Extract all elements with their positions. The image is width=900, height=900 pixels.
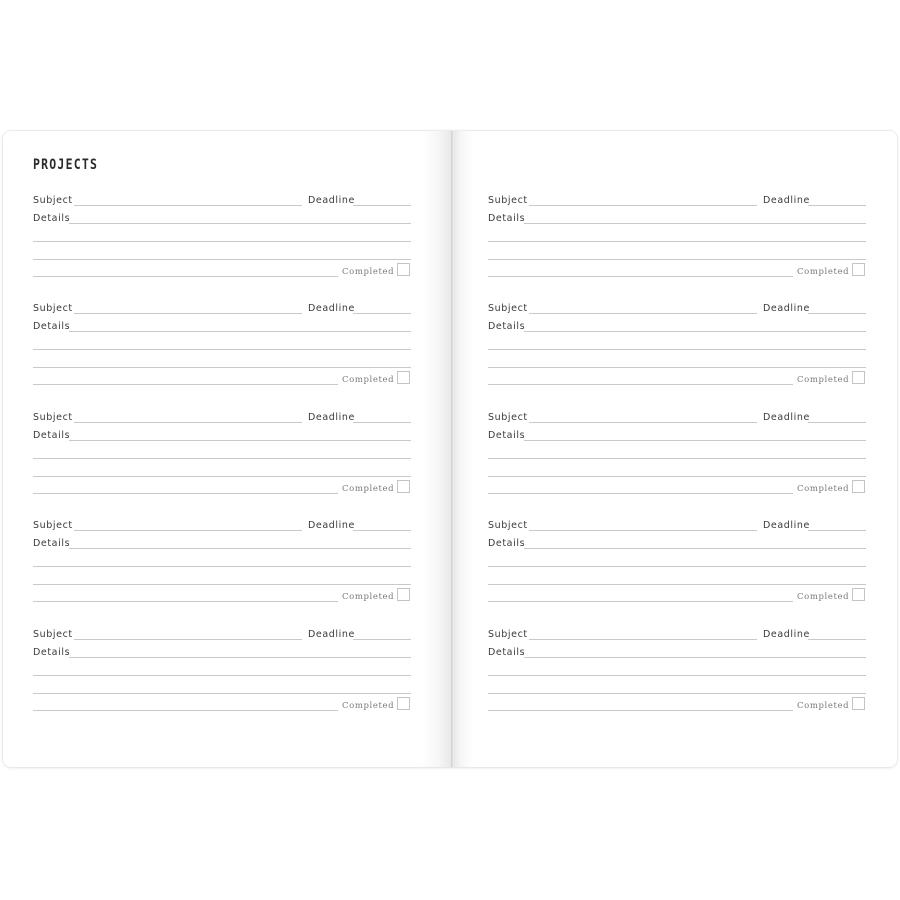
completed-label: Completed xyxy=(797,701,850,711)
details-extra-line[interactable] xyxy=(33,601,338,602)
project-entry xyxy=(33,520,411,630)
details-extra-line[interactable] xyxy=(33,367,411,368)
details-extra-line[interactable] xyxy=(488,493,793,494)
details-extra-line[interactable] xyxy=(33,241,411,242)
deadline-label: Deadline xyxy=(763,195,810,206)
details-field[interactable] xyxy=(69,657,411,658)
details-field[interactable] xyxy=(69,331,411,332)
completed-label: Completed xyxy=(797,267,850,277)
subject-deadline-row xyxy=(33,195,411,209)
details-line-3 xyxy=(488,466,866,480)
details-extra-line[interactable] xyxy=(488,601,793,602)
subject-deadline-row xyxy=(488,303,866,317)
subject-label: Subject xyxy=(33,303,73,314)
details-label: Details xyxy=(33,538,71,549)
details-line-2 xyxy=(33,556,411,570)
details-field[interactable] xyxy=(524,223,866,224)
subject-deadline-row xyxy=(488,412,866,426)
subject-label: Subject xyxy=(488,195,528,206)
details-line-3 xyxy=(33,357,411,371)
details-extra-line[interactable] xyxy=(488,384,793,385)
completed-checkbox[interactable] xyxy=(852,697,865,710)
completed-label: Completed xyxy=(797,484,850,494)
subject-deadline-row xyxy=(33,303,411,317)
details-row xyxy=(488,321,866,335)
project-entry xyxy=(33,195,411,305)
completed-row xyxy=(33,700,411,714)
details-extra-line[interactable] xyxy=(488,584,866,585)
subject-label: Subject xyxy=(488,303,528,314)
subject-deadline-row xyxy=(33,412,411,426)
details-row xyxy=(488,213,866,227)
subject-deadline-row xyxy=(488,520,866,534)
completed-label: Completed xyxy=(342,484,395,494)
left-page xyxy=(3,131,451,767)
project-entry xyxy=(488,303,866,413)
details-row xyxy=(33,213,411,227)
details-extra-line[interactable] xyxy=(488,276,793,277)
subject-field[interactable] xyxy=(74,313,302,314)
subject-field[interactable] xyxy=(529,422,757,423)
details-field[interactable] xyxy=(524,440,866,441)
details-row xyxy=(488,430,866,444)
completed-row xyxy=(488,591,866,605)
details-field[interactable] xyxy=(524,657,866,658)
details-label: Details xyxy=(33,213,71,224)
details-extra-line[interactable] xyxy=(488,566,866,567)
subject-field[interactable] xyxy=(529,205,757,206)
completed-checkbox[interactable] xyxy=(397,697,410,710)
details-row xyxy=(488,538,866,552)
completed-checkbox[interactable] xyxy=(397,263,410,276)
planner-spread xyxy=(3,131,897,767)
deadline-field[interactable] xyxy=(353,639,411,640)
details-extra-line[interactable] xyxy=(33,259,411,260)
completed-row xyxy=(488,374,866,388)
details-line-3 xyxy=(33,574,411,588)
completed-label: Completed xyxy=(342,375,395,385)
deadline-label: Deadline xyxy=(308,412,355,423)
deadline-label: Deadline xyxy=(763,412,810,423)
completed-row xyxy=(488,483,866,497)
right-page xyxy=(451,131,897,767)
subject-deadline-row xyxy=(33,520,411,534)
project-entry xyxy=(488,195,866,305)
details-field[interactable] xyxy=(69,548,411,549)
details-field[interactable] xyxy=(69,440,411,441)
subject-deadline-row xyxy=(488,195,866,209)
details-line-2 xyxy=(488,448,866,462)
project-entry xyxy=(33,629,411,739)
details-label: Details xyxy=(33,321,71,332)
details-extra-line[interactable] xyxy=(33,349,411,350)
deadline-field[interactable] xyxy=(808,530,866,531)
details-line-2 xyxy=(488,339,866,353)
details-row xyxy=(33,538,411,552)
deadline-field[interactable] xyxy=(808,205,866,206)
completed-checkbox[interactable] xyxy=(852,371,865,384)
deadline-field[interactable] xyxy=(353,530,411,531)
details-extra-line[interactable] xyxy=(488,710,793,711)
completed-label: Completed xyxy=(342,701,395,711)
details-label: Details xyxy=(488,321,526,332)
binding-spine xyxy=(451,131,453,767)
details-extra-line[interactable] xyxy=(488,476,866,477)
completed-label: Completed xyxy=(797,592,850,602)
details-line-3 xyxy=(33,683,411,697)
subject-deadline-row xyxy=(488,629,866,643)
page-title: PROJECTS xyxy=(33,157,99,173)
details-extra-line[interactable] xyxy=(488,675,866,676)
deadline-label: Deadline xyxy=(763,520,810,531)
details-row xyxy=(488,647,866,661)
details-label: Details xyxy=(33,647,71,658)
deadline-label: Deadline xyxy=(308,195,355,206)
details-extra-line[interactable] xyxy=(33,458,411,459)
subject-label: Subject xyxy=(488,412,528,423)
details-extra-line[interactable] xyxy=(488,458,866,459)
deadline-label: Deadline xyxy=(763,303,810,314)
completed-row xyxy=(488,700,866,714)
details-line-3 xyxy=(488,683,866,697)
deadline-label: Deadline xyxy=(308,629,355,640)
details-line-2 xyxy=(33,231,411,245)
details-label: Details xyxy=(488,213,526,224)
completed-label: Completed xyxy=(797,375,850,385)
details-extra-line[interactable] xyxy=(488,349,866,350)
project-entry xyxy=(488,629,866,739)
details-label: Details xyxy=(488,538,526,549)
completed-row xyxy=(488,266,866,280)
details-extra-line[interactable] xyxy=(33,476,411,477)
deadline-field[interactable] xyxy=(808,313,866,314)
details-line-2 xyxy=(33,339,411,353)
details-field[interactable] xyxy=(524,548,866,549)
deadline-label: Deadline xyxy=(308,303,355,314)
gutter-shadow-right xyxy=(451,131,473,767)
subject-label: Subject xyxy=(488,629,528,640)
details-extra-line[interactable] xyxy=(488,693,866,694)
details-extra-line[interactable] xyxy=(33,384,338,385)
deadline-label: Deadline xyxy=(763,629,810,640)
subject-field[interactable] xyxy=(74,530,302,531)
details-extra-line[interactable] xyxy=(33,276,338,277)
details-line-3 xyxy=(488,357,866,371)
subject-label: Subject xyxy=(488,520,528,531)
deadline-label: Deadline xyxy=(308,520,355,531)
deadline-field[interactable] xyxy=(353,313,411,314)
details-field[interactable] xyxy=(524,331,866,332)
subject-label: Subject xyxy=(33,195,73,206)
subject-field[interactable] xyxy=(529,313,757,314)
subject-deadline-row xyxy=(33,629,411,643)
completed-checkbox[interactable] xyxy=(852,263,865,276)
project-entry xyxy=(33,412,411,522)
details-line-2 xyxy=(488,556,866,570)
completed-checkbox[interactable] xyxy=(397,480,410,493)
completed-row xyxy=(33,591,411,605)
details-line-3 xyxy=(33,466,411,480)
subject-label: Subject xyxy=(33,520,73,531)
project-entry xyxy=(488,412,866,522)
details-field[interactable] xyxy=(69,223,411,224)
subject-field[interactable] xyxy=(529,530,757,531)
details-extra-line[interactable] xyxy=(488,367,866,368)
details-line-2 xyxy=(488,231,866,245)
subject-field[interactable] xyxy=(74,205,302,206)
details-line-2 xyxy=(33,665,411,679)
completed-checkbox[interactable] xyxy=(397,371,410,384)
details-label: Details xyxy=(33,430,71,441)
details-extra-line[interactable] xyxy=(33,710,338,711)
details-label: Details xyxy=(488,430,526,441)
completed-checkbox[interactable] xyxy=(852,480,865,493)
subject-label: Subject xyxy=(33,412,73,423)
details-line-3 xyxy=(488,574,866,588)
completed-label: Completed xyxy=(342,592,395,602)
deadline-field[interactable] xyxy=(808,422,866,423)
deadline-field[interactable] xyxy=(353,205,411,206)
details-extra-line[interactable] xyxy=(33,584,411,585)
project-entry xyxy=(488,520,866,630)
details-extra-line[interactable] xyxy=(33,566,411,567)
project-entry xyxy=(33,303,411,413)
details-extra-line[interactable] xyxy=(33,693,411,694)
details-label: Details xyxy=(488,647,526,658)
details-line-2 xyxy=(488,665,866,679)
details-line-2 xyxy=(33,448,411,462)
completed-row xyxy=(33,483,411,497)
subject-field[interactable] xyxy=(74,639,302,640)
gutter-shadow-left xyxy=(421,131,451,767)
details-row xyxy=(33,430,411,444)
deadline-field[interactable] xyxy=(808,639,866,640)
details-row xyxy=(33,647,411,661)
details-extra-line[interactable] xyxy=(33,675,411,676)
details-extra-line[interactable] xyxy=(488,259,866,260)
details-line-3 xyxy=(33,249,411,263)
completed-checkbox[interactable] xyxy=(397,588,410,601)
details-row xyxy=(33,321,411,335)
details-extra-line[interactable] xyxy=(488,241,866,242)
completed-row xyxy=(33,266,411,280)
details-extra-line[interactable] xyxy=(33,493,338,494)
subject-field[interactable] xyxy=(74,422,302,423)
completed-row xyxy=(33,374,411,388)
completed-label: Completed xyxy=(342,267,395,277)
subject-field[interactable] xyxy=(529,639,757,640)
details-line-3 xyxy=(488,249,866,263)
deadline-field[interactable] xyxy=(353,422,411,423)
completed-checkbox[interactable] xyxy=(852,588,865,601)
subject-label: Subject xyxy=(33,629,73,640)
